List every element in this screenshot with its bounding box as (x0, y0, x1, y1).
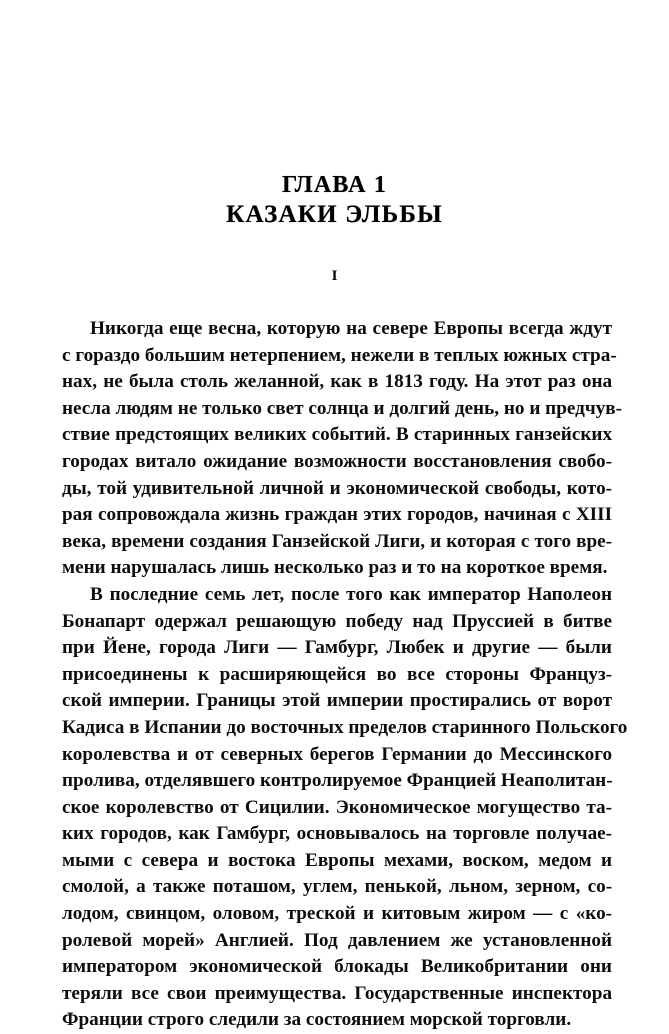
text-line: присоединены к расширяющейся во все стороны Француз- (62, 663, 613, 685)
chapter-number: ГЛАВА 1 (281, 172, 388, 198)
text-line: ствие предстоящих великих событий. В старинных ганзейских (62, 424, 613, 446)
text-line: мыми с севера и востока Европы мехами, воском, медом и (62, 849, 613, 871)
text-line: несла людям не только свет солнца и долгий день, но и предчув- (62, 397, 623, 419)
chapter-heading (0, 170, 669, 230)
text-line: при Йене, города Лиги — Гамбург, Любек и другие — были (62, 637, 612, 659)
text-line: лодом, свинцом, оловом, треской и китовым жиром — с «ко- (62, 903, 613, 925)
text-line: нах, не была столь желанной, как в 1813 году. На этот раз она (62, 371, 613, 393)
text-line: смолой, а также поташом, углем, пенькой, льном, зерном, со- (62, 876, 613, 898)
text-line: ролевой морей» Англией. Под давлением же установленной (62, 929, 613, 951)
text-line: рая сопровождала жизнь граждан этих городов, начиная с XIII (62, 504, 613, 526)
text-line: ких городов, как Гамбург, основывалось на торговле получае- (62, 823, 613, 845)
text-line: ское королевство от Сицилии. Экономическое могущество та- (62, 796, 613, 818)
text-line: В последние семь лет, после того как император Наполеон (90, 583, 612, 605)
text-line: Бонапарт одержал решающую победу над Пруссией в битве (62, 610, 612, 632)
paragraph-1 (62, 316, 623, 582)
text-line: императором экономической блокады Великобритании они (62, 956, 612, 978)
paragraph-2 (62, 582, 628, 1034)
text-line: теряли все свои преимущества. Государственные инспектора (62, 982, 613, 1004)
chapter-title: КАЗАКИ ЭЛЬБЫ (226, 201, 443, 228)
text-line: ды, той удивительной личной и экономической свободы, кото- (62, 477, 613, 499)
section-roman-numeral: I (331, 268, 338, 284)
text-line: пролива, отделявшего контролируемое Францией Неаполитан- (62, 770, 613, 792)
text-line: ской империи. Границы этой империи простирались от ворот (62, 690, 613, 712)
text-line: городах витало ожидание возможности восстановления свобо- (62, 450, 613, 472)
text-line: королевства и от северных берегов Германии до Мессинского (62, 743, 613, 765)
body-text (62, 316, 628, 1034)
text-line: Кадиса в Испании до восточных пределов старинного Польского (62, 716, 628, 738)
text-line: мени нарушалась лишь несколько раз и то на короткое время. (62, 557, 608, 579)
text-line: Франции строго следили за состоянием морской торговли. (62, 1009, 572, 1031)
text-line: с гораздо большим нетерпением, нежели в теплых южных стра- (62, 344, 617, 366)
text-line: Никогда еще весна, которую на севере Европы всегда ждут (90, 318, 612, 339)
text-line: века, времени создания Ганзейской Лиги, и которая с того вре- (62, 530, 613, 552)
